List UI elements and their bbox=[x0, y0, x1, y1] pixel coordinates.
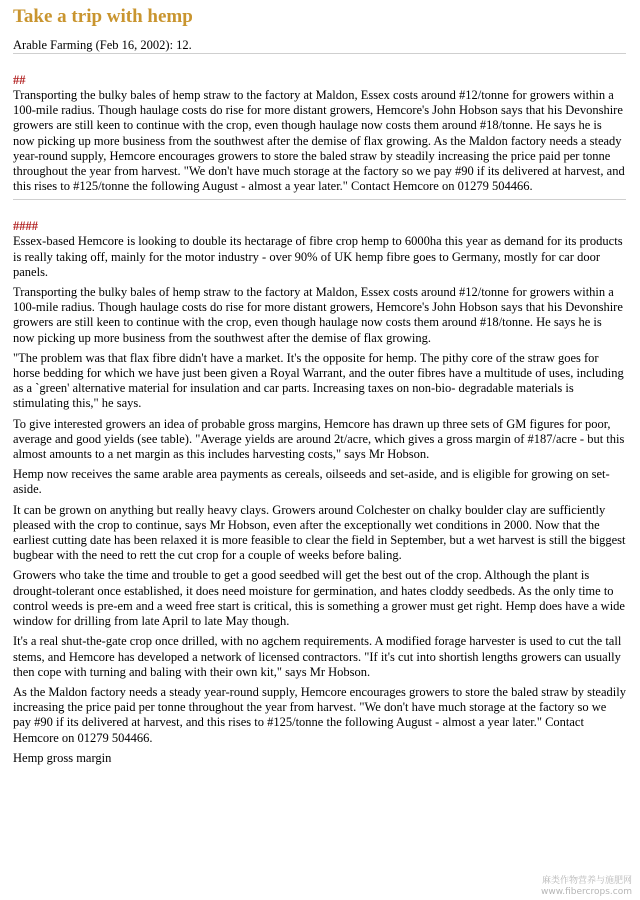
article-title: Take a trip with hemp bbox=[13, 6, 193, 27]
watermark-line-url: www.fibercrops.com bbox=[541, 887, 632, 897]
paragraph: Essex-based Hemcore is looking to double its hectarage of fibre crop hemp to 6000ha this year as demand for its products is really taking off, mainly for the motor industry - over 90% of UK hemp fibre goes to Germany, mostly for car door panels. bbox=[13, 234, 623, 279]
site-watermark bbox=[541, 876, 632, 898]
paragraph: Growers who take the time and trouble to get a good seedbed will get the best out of the crop. Although the plant is drought-tolerant once established, it does need moisture for germination, and hates cloddy seedbeds. As the only time to control weeds is pre-em and a weed free start is critical, this is something a grower must get right. Hemp does have a wide window for drilling from late April to late May though. bbox=[13, 568, 625, 629]
paragraph: As the Maldon factory needs a steady year-round supply, Hemcore encourages growers to store the baled straw by steadily increasing the price paid per tonne throughout the year from harvest. "We don't have much storage at the factory so we pay #90 if its delivered at harvest, and this rises to #125/tonne the following August - almost a year later." Contact Hemcore on 01279 504466. bbox=[13, 684, 626, 745]
paragraph: Transporting the bulky bales of hemp straw to the factory at Maldon, Essex costs around #12/tonne for growers within a 100-mile radius. Though haulage costs do rise for more distant growers, Hemcore's John Hobson says that his Devonshire growers are still keen to continue with the crop, even though haulage now costs them around #18/tonne. He says he is now picking up more business from the southwest after the demise of flax growing. bbox=[13, 285, 623, 345]
section-divider bbox=[13, 199, 626, 200]
section-marker: ## bbox=[13, 73, 26, 87]
article-citation: Arable Farming (Feb 16, 2002): 12. bbox=[13, 38, 192, 52]
section-divider bbox=[13, 53, 626, 54]
paragraph: "The problem was that flax fibre didn't have a market. It's the opposite for hemp. The pithy core of the straw goes for horse bedding for which we have just been given a Royal Warrant, and the outer fibres have a multitude of uses, including as a `green' alternative material for insulation and car parts. Increasing taxes on non-bio- degradable materials is stimulating this," he says. bbox=[13, 350, 624, 411]
paragraph: To give interested growers an idea of probable gross margins, Hemcore has drawn up three sets of GM figures for poor, average and good yields (see table). "Average yields are around 2t/acre, which gives a gross margin of #187/acre - but this almost amounts to a net margin as this includes harvesting costs," says Mr Hobson. bbox=[13, 416, 625, 462]
paragraph: It can be grown on anything but really heavy clays. Growers around Colchester on chalky boulder clay are sufficiently pleased with the crop to continue, says Mr Hobson, even after the exceptionally wet conditions in 2000. Now that the earliest cutting date has been relaxed it is more feasible to clear the field in September, but a wet harvest is still the biggest bugbear with the need to rett the cut crop for a couple of weeks before baling. bbox=[13, 502, 626, 563]
paragraph: It's a real shut-the-gate crop once drilled, with no agchem requirements. A modified forage harvester is used to cut the tall stems, and Hemcore has developed a network of licensed contractors. "If it's cut into shortish lengths growers can usually then cope with turning and baling with their own kit," says Mr Hobson. bbox=[13, 634, 622, 679]
paragraph: Transporting the bulky bales of hemp straw to the factory at Maldon, Essex costs around #12/tonne for growers within a 100-mile radius. Though haulage costs do rise for more distant growers, Hemcore's John Hobson says that his Devonshire growers are still keen to continue with the crop, even though haulage now costs them around #18/tonne. He says he is now picking up more business from the southwest after the demise of flax growing. As the Maldon factory needs a steady year-round supply, Hemcore encourages growers to store the baled straw by steadily increasing the price paid per tonne throughout the year from harvest. "We don't have much storage at the factory so we pay #90 if its delivered at harvest, and this rises to #125/tonne the following August - almost a year later." Contact Hemcore on 01279 504466. bbox=[13, 88, 625, 194]
paragraph: Hemp now receives the same arable area payments as cereals, oilseeds and set-aside, and is eligible for growing on set-aside. bbox=[13, 467, 610, 497]
section-2-body bbox=[13, 234, 626, 765]
table-caption: Hemp gross margin bbox=[13, 750, 112, 765]
watermark-line-cn: 麻类作物营养与施肥网 bbox=[541, 876, 632, 886]
section-marker: #### bbox=[13, 219, 38, 234]
section-1-body bbox=[13, 88, 626, 194]
